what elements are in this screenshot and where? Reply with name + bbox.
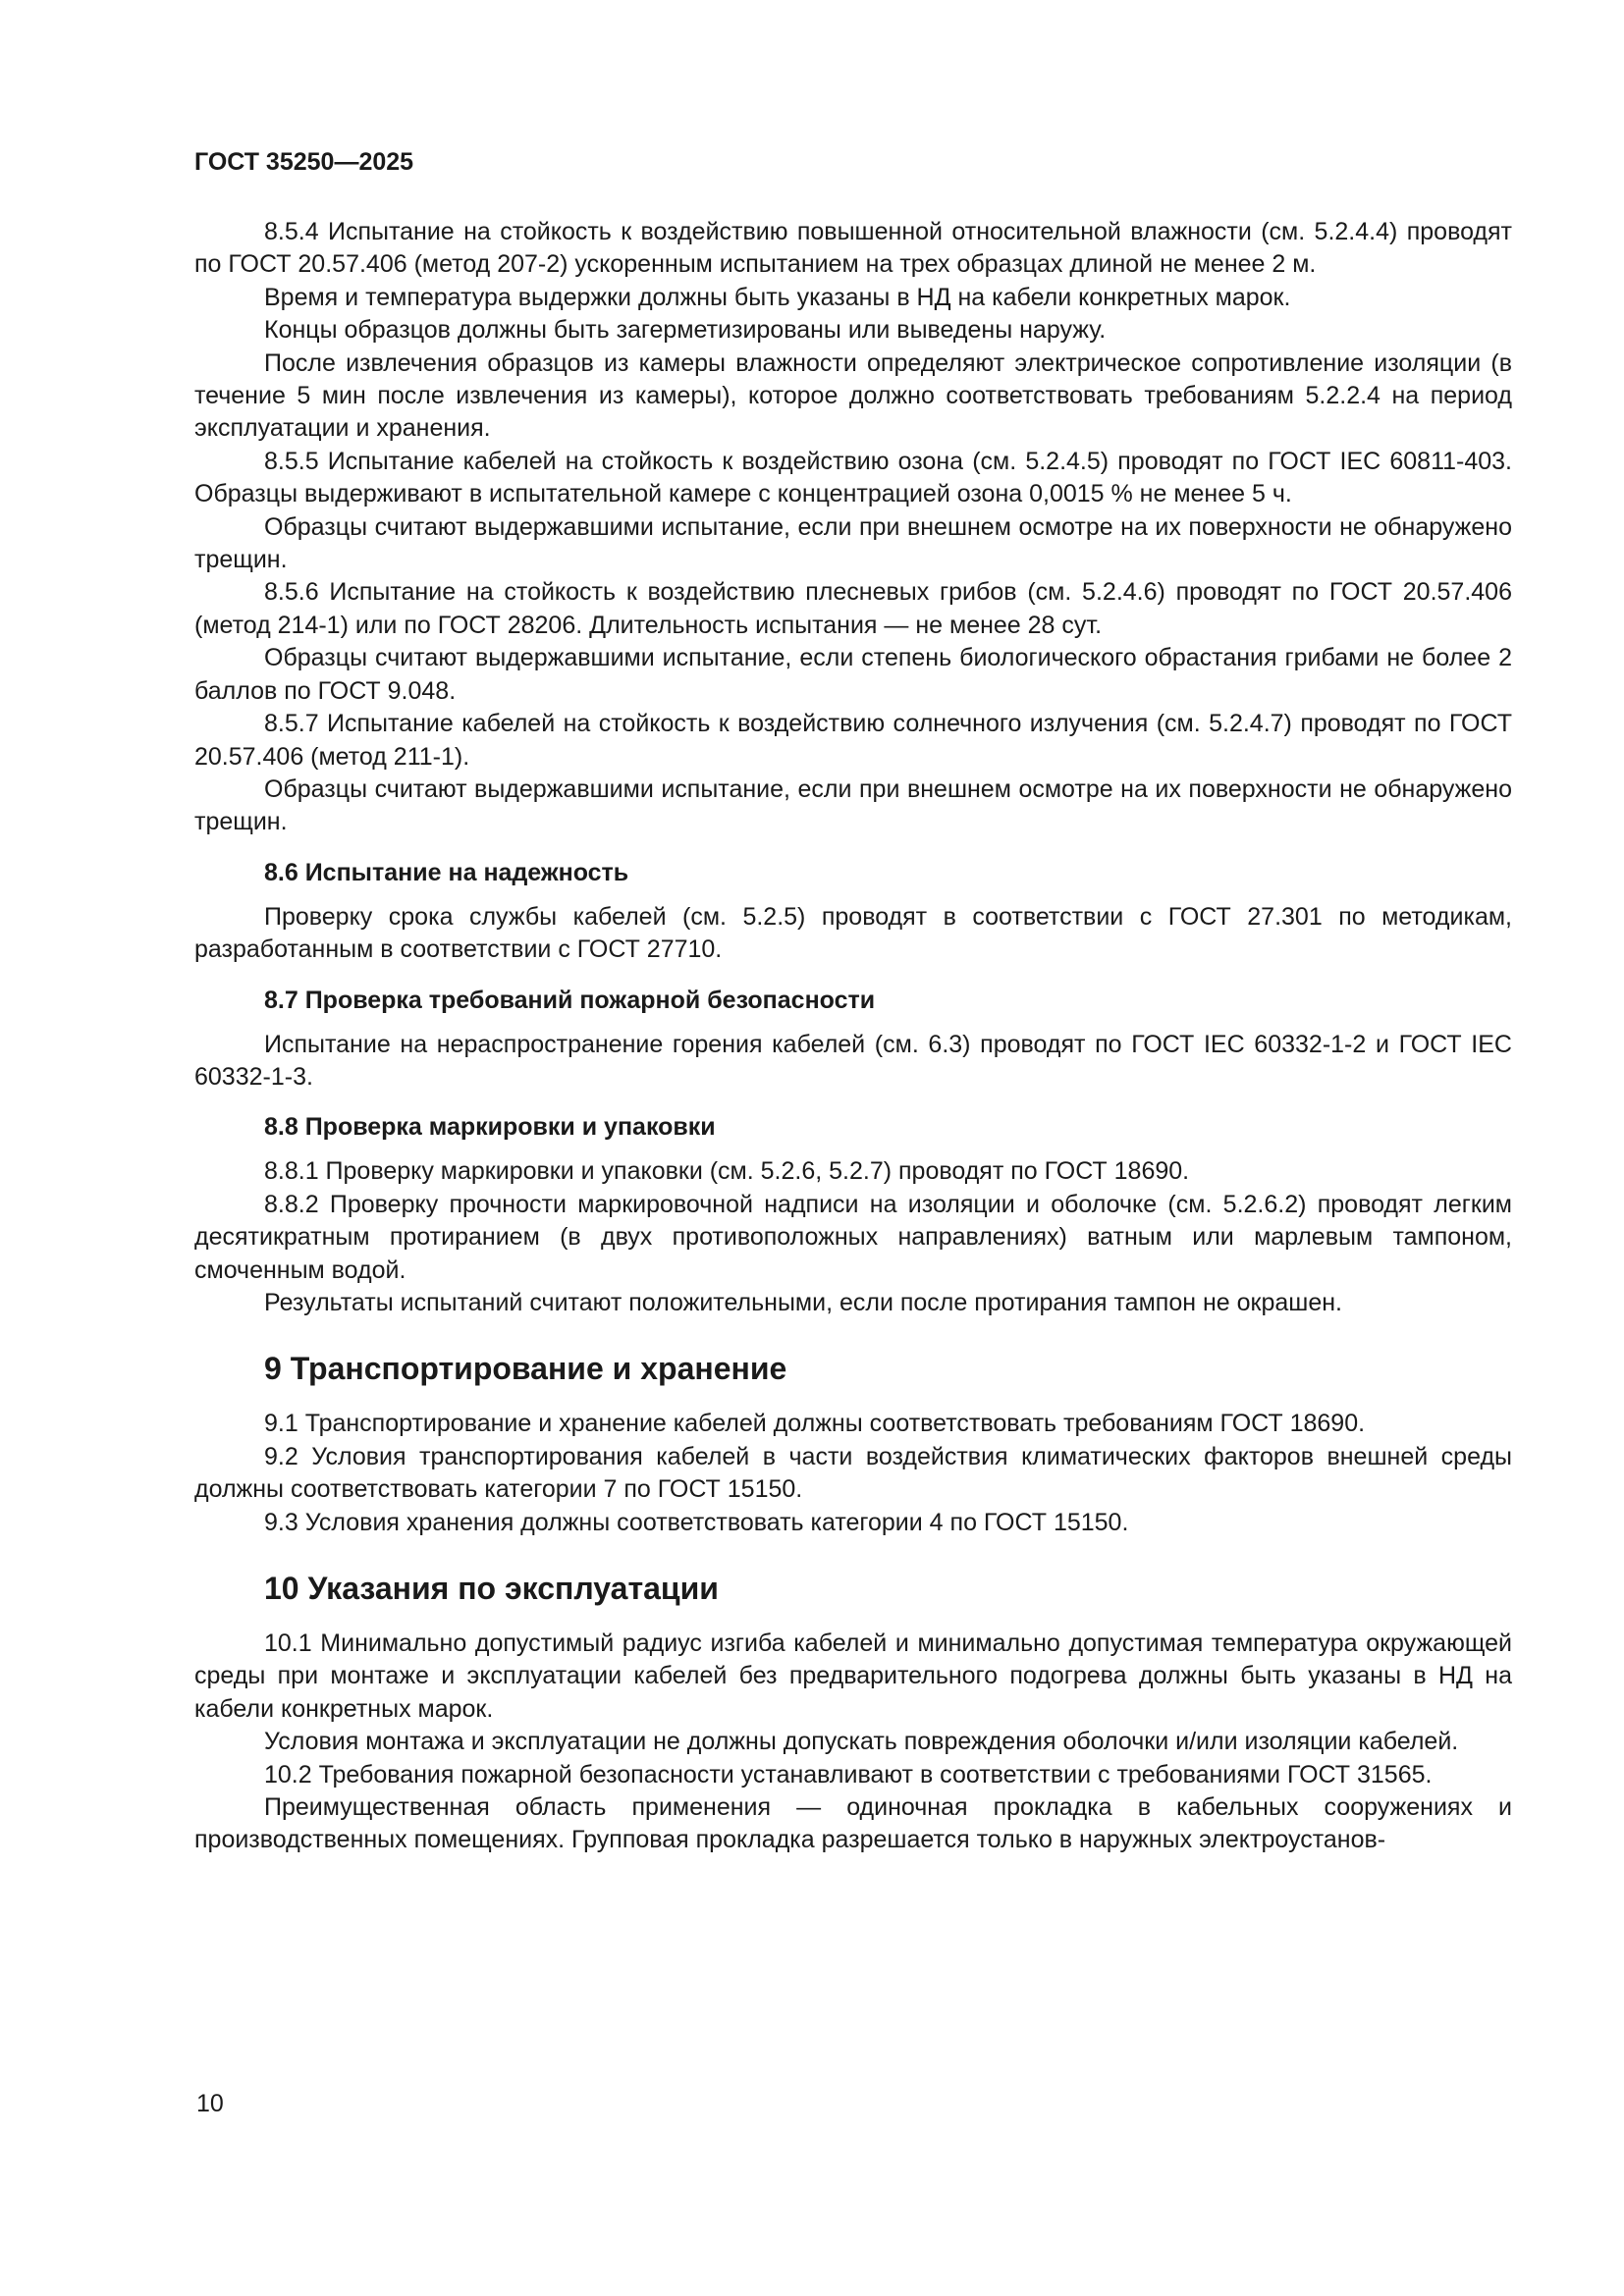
paragraph-8-5-7: 8.5.7 Испытание кабелей на стойкость к воздействию солнечного излучения (см. 5.2.4.7) проводят по ГОСТ 20.57.406 (метод 211-1). [194,710,1512,771]
paragraph: Образцы считают выдержавшими испытание, если при внешнем осмотре на их поверхности не обнаружено трещин. [194,512,1512,574]
paragraph: Преимущественная область применения — одиночная прокладка в кабельных сооружениях и производственных помещениях. Групповая прокладка разрешается только в наружных электроустанов- [194,1793,1512,1854]
paragraph-9-1: 9.1 Транспортирование и хранение кабелей должны соответствовать требованиям ГОСТ 18690. [264,1410,1366,1438]
subsection-heading-8-7: 8.7 Проверка требований пожарной безопасности [264,986,876,1014]
paragraph: Проверку срока службы кабелей (см. 5.2.5) проводят в соответствии с ГОСТ 27.301 по методикам, разработанным в соответствии с ГОСТ 27710. [194,902,1512,964]
subsection-heading-8-6: 8.6 Испытание на надежность [264,858,629,886]
paragraph: Время и температура выдержки должны быть указаны в НД на кабели конкретных марок. [264,283,1291,311]
paragraph-10-1: 10.1 Минимально допустимый радиус изгиба кабелей и минимально допустимая температура окружающей среды при монтаже и эксплуатации кабелей без предварительного подогрева должны быть указаны в НД на кабели конкретных марок. [194,1629,1512,1723]
paragraph: Условия монтажа и эксплуатации не должны допускать повреждения оболочки и/или изоляции кабелей. [264,1728,1459,1756]
paragraph: Концы образцов должны быть загерметизированы или выведены наружу. [264,316,1107,345]
page-number: 10 [196,2090,224,2117]
section-heading-10: 10 Указания по эксплуатации [264,1571,719,1606]
paragraph-8-8-1: 8.8.1 Проверку маркировки и упаковки (см. 5.2.6, 5.2.7) проводят по ГОСТ 18690. [264,1157,1190,1186]
paragraph-9-3: 9.3 Условия хранения должны соответствовать категории 4 по ГОСТ 15150. [264,1508,1129,1536]
paragraph: Результаты испытаний считают положительными, если после протирания тампон не окрашен. [264,1288,1342,1316]
section-heading-9: 9 Транспортирование и хранение [264,1351,787,1387]
paragraph-8-5-6: 8.5.6 Испытание на стойкость к воздействию плесневых грибов (см. 5.2.4.6) проводят по ГОСТ 20.57.406 (метод 214-1) или по ГОСТ 28206. Длительность испытания — не менее 28 сут. [194,578,1512,639]
paragraph: После извлечения образцов из камеры влажности определяют электрическое сопротивление изоляции (в течение 5 мин после извлечения из камеры), которое должно соответствовать требованиям 5.2.2.4 на период эксплуатации и хранения. [194,348,1512,443]
paragraph-8-5-5: 8.5.5 Испытание кабелей на стойкость к воздействию озона (см. 5.2.4.5) проводят по ГОСТ IEC 60811-403. Образцы выдерживают в испытательной камере с концентрацией озона 0,0015 % не менее 5 ч. [194,447,1512,508]
paragraph: Образцы считают выдержавшими испытание, если степень биологического обрастания грибами не более 2 баллов по ГОСТ 9.048. [194,644,1512,705]
paragraph-8-8-2: 8.8.2 Проверку прочности маркировочной надписи на изоляции и оболочке (см. 5.2.6.2) проводят легким десятикратным протиранием (в двух противоположных направлениях) ватным или марлевым тампоном, смоченным водой. [194,1190,1512,1284]
paragraph: Испытание на нераспространение горения кабелей (см. 6.3) проводят по ГОСТ IEC 60332-1-2 и ГОСТ IEC 60332-1-3. [194,1030,1512,1091]
document-id-header: ГОСТ 35250—2025 [194,148,414,176]
subsection-heading-8-8: 8.8 Проверка маркировки и упаковки [264,1113,716,1142]
paragraph-10-2: 10.2 Требования пожарной безопасности устанавливают в соответствии с требованиями ГОСТ 31565. [264,1760,1433,1789]
paragraph: Образцы считают выдержавшими испытание, если при внешнем осмотре на их поверхности не обнаружено трещин. [194,774,1512,836]
paragraph-8-5-4: 8.5.4 Испытание на стойкость к воздействию повышенной относительной влажности (см. 5.2.4.4) проводят по ГОСТ 20.57.406 (метод 207-2) ускоренным испытанием на трех образцах длиной не менее 2 м. [194,218,1512,279]
paragraph-9-2: 9.2 Условия транспортирования кабелей в части воздействия климатических факторов внешней среды должны соответствовать категории 7 по ГОСТ 15150. [194,1442,1512,1504]
document-page [194,147,1512,1857]
